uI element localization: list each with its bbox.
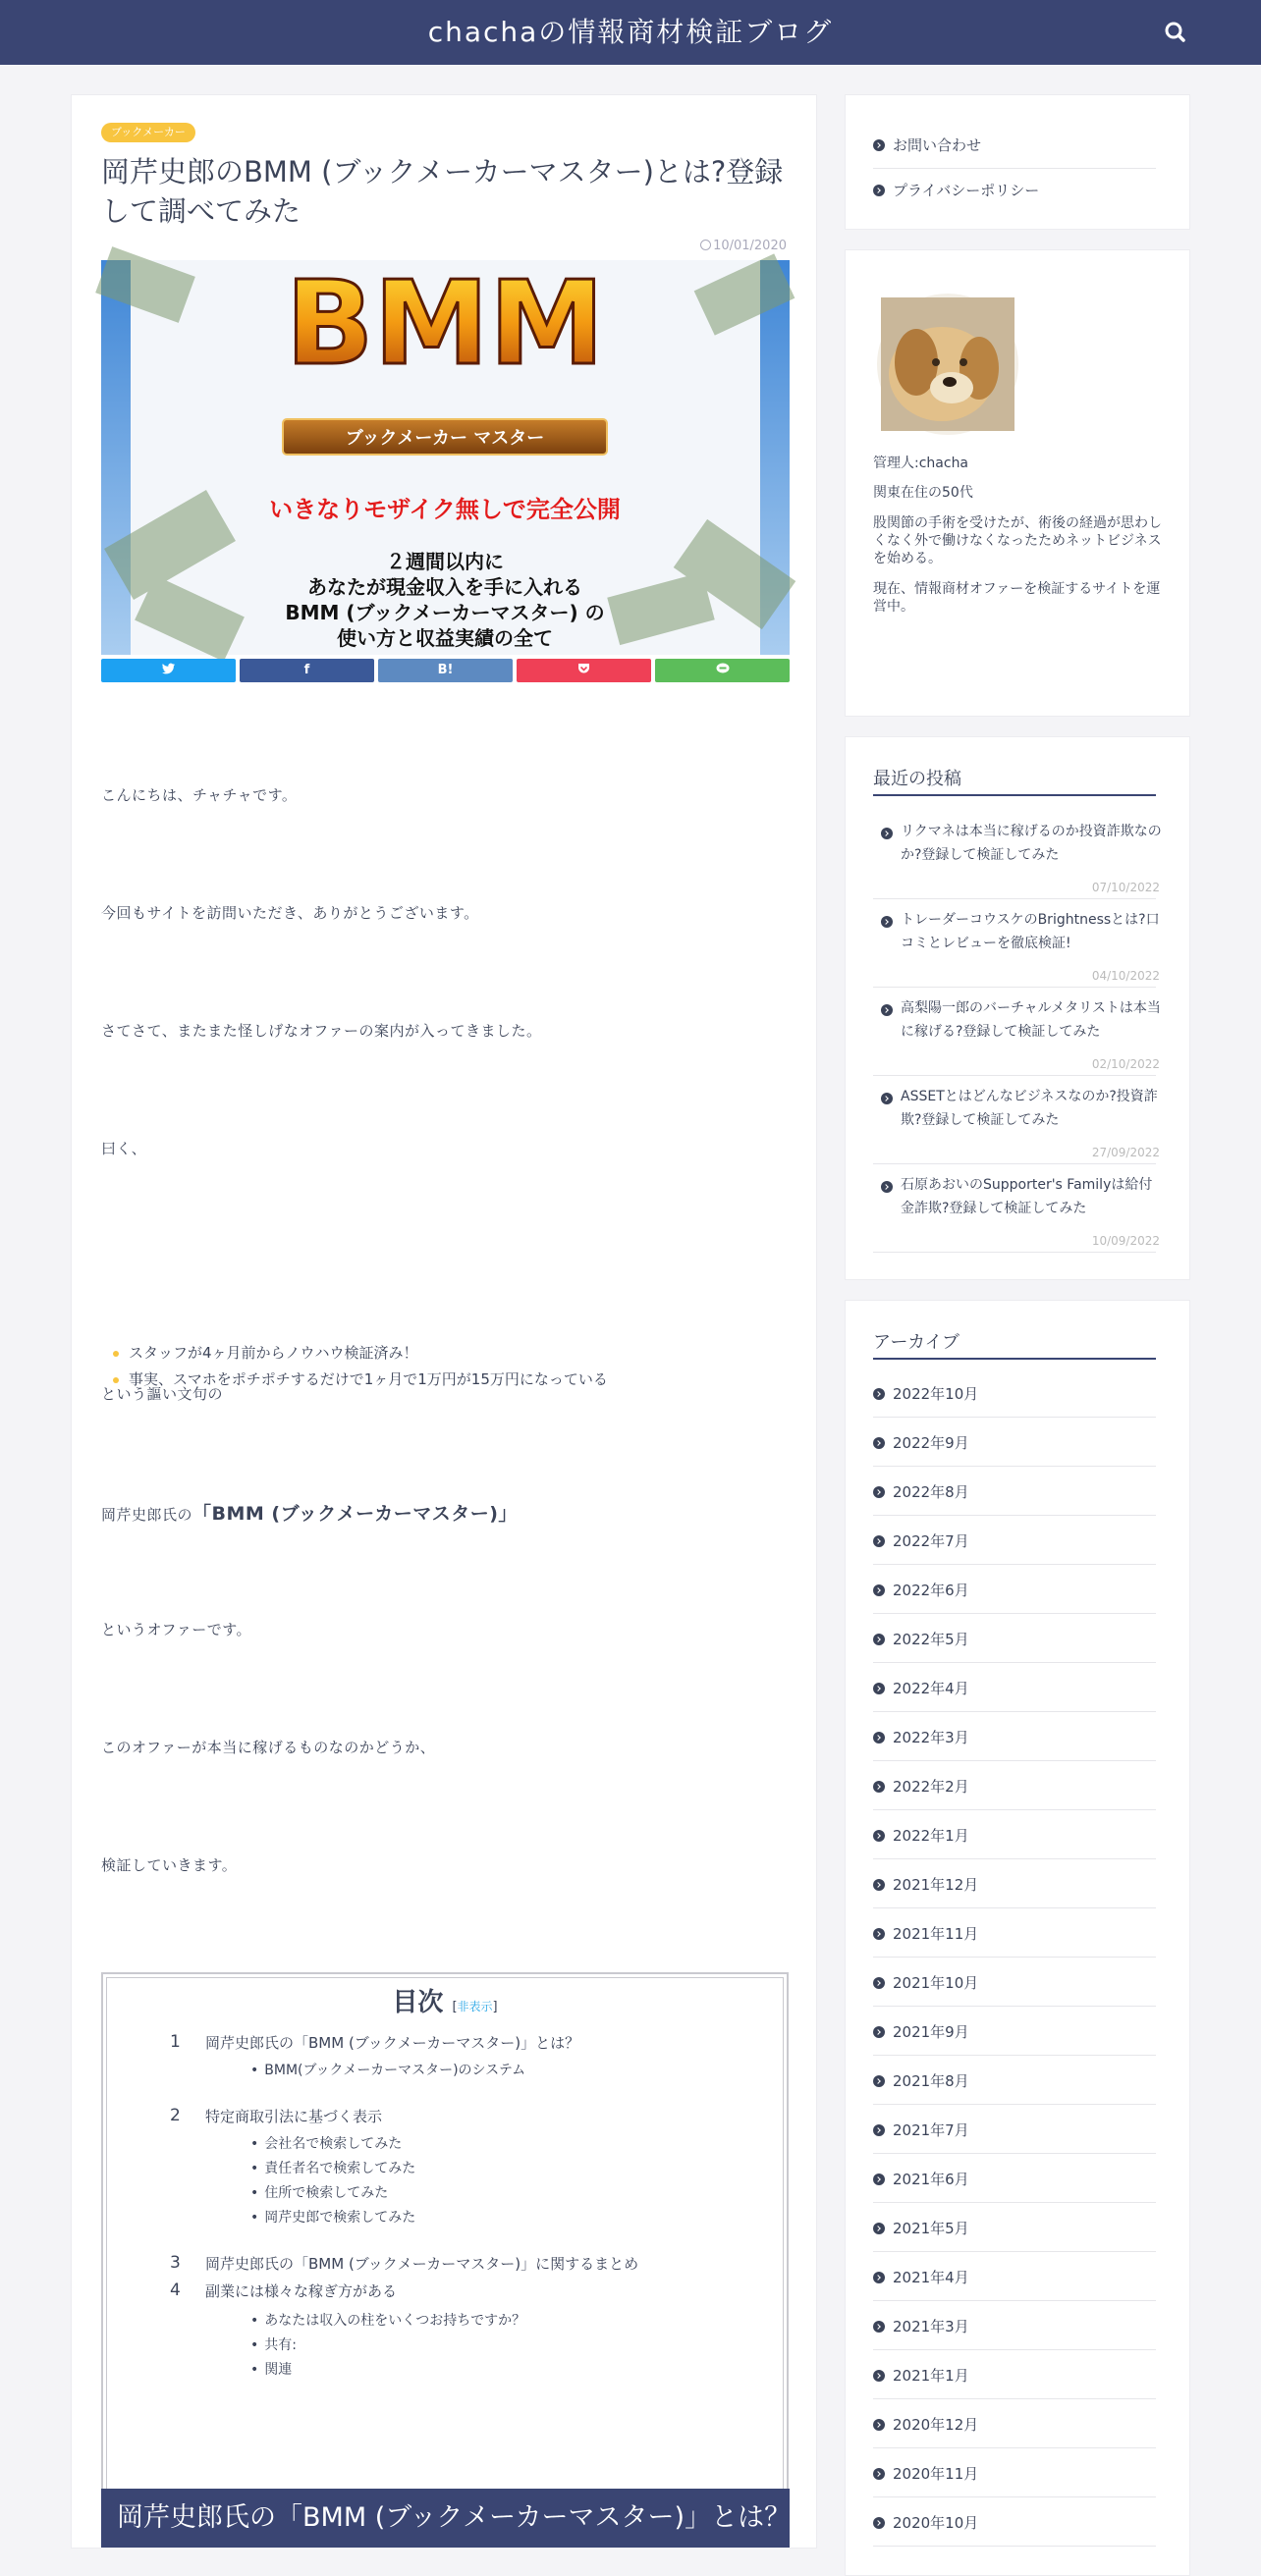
sidebar-link-contact[interactable] xyxy=(873,134,981,155)
paragraph-verify: 検証していきます。 xyxy=(101,1856,238,1874)
search-icon[interactable] xyxy=(1159,16,1192,49)
chevron-right-icon xyxy=(873,2468,885,2480)
divider xyxy=(873,1466,1156,1467)
paragraph-thanks: 今回もサイトを訪問いただき、ありがとうございます。 xyxy=(101,904,479,922)
archive-link-label: 2022年3月 xyxy=(893,1729,969,1746)
toc-subitem[interactable]: • BMM(ブックメーカーマスター)のシステム xyxy=(250,2060,525,2079)
divider xyxy=(873,1564,1156,1565)
toc-item[interactable]: 岡芹史郎氏の「BMM (ブックメーカーマスター)」に関するまとめ xyxy=(205,2255,639,2273)
chevron-right-icon xyxy=(881,1181,893,1193)
divider xyxy=(873,1809,1156,1810)
chevron-right-icon xyxy=(873,2223,885,2234)
divider xyxy=(873,1662,1156,1663)
chevron-right-icon xyxy=(873,1437,885,1449)
divider xyxy=(873,168,1156,169)
divider xyxy=(873,1075,1156,1076)
archive-link-label: 2022年4月 xyxy=(893,1680,969,1697)
toc-bracket-close: ] xyxy=(492,2000,498,2014)
archive-link[interactable] xyxy=(873,2120,969,2140)
archive-link[interactable] xyxy=(873,1629,969,1649)
list-item: 事実、スマホをポチポチするだけで1ヶ月で1万円が15万円になっている xyxy=(101,1367,608,1393)
pocket-icon xyxy=(577,663,590,674)
toc-bracket-open: [ xyxy=(452,2000,458,2014)
archive-link-label: 2021年6月 xyxy=(893,2171,969,2188)
line-icon xyxy=(716,663,730,674)
recent-posts-title: 最近の投稿 xyxy=(873,765,1156,796)
divider xyxy=(873,2398,1156,2399)
eyecatch-line3: BMM (ブックメーカーマスター) の xyxy=(285,601,605,624)
divider xyxy=(873,987,1156,988)
archive-link-label: 2021年11月 xyxy=(893,1925,979,1943)
recent-post-date: 07/10/2022 xyxy=(1091,881,1160,894)
archive-link[interactable] xyxy=(873,2316,969,2336)
eyecatch-banner: ブックメーカー マスター xyxy=(345,428,545,449)
chevron-right-icon xyxy=(873,1977,885,1989)
archive-link-label: 2020年10月 xyxy=(893,2514,979,2532)
profile-line2: 股関節の手術を受けたが、術後の経過が思わしくなく外で働けなくなったためネットビジネスを始める。 xyxy=(873,515,1162,566)
toc-subitem[interactable]: • 岡芹史郎で検索してみた xyxy=(250,2207,415,2227)
avatar xyxy=(877,294,1018,435)
archive-link-label: 2022年5月 xyxy=(893,1631,969,1648)
chevron-right-icon xyxy=(873,139,885,151)
chevron-right-icon xyxy=(881,916,893,928)
chevron-right-icon xyxy=(873,1830,885,1842)
profile-name: 管理人:chacha xyxy=(873,456,969,471)
chevron-right-icon xyxy=(873,2075,885,2087)
archive-widget xyxy=(845,1300,1190,2576)
toc-title-text: 目次 xyxy=(392,1988,444,2017)
divider xyxy=(873,2546,1156,2547)
chevron-right-icon xyxy=(873,2026,885,2038)
archive-link[interactable] xyxy=(873,2267,969,2287)
archive-link[interactable] xyxy=(873,1825,969,1846)
divider xyxy=(873,898,1156,899)
post-date xyxy=(700,239,787,253)
facebook-icon: f xyxy=(303,663,310,677)
divider xyxy=(873,1613,1156,1614)
chevron-right-icon xyxy=(873,1879,885,1891)
toc-subitem[interactable]: • 責任者名で検索してみた xyxy=(250,2158,415,2177)
section-heading: 岡芹史郎氏の「BMM (ブックメーカーマスター)」とは？ xyxy=(101,2489,790,2548)
chevron-right-icon xyxy=(873,2272,885,2283)
divider xyxy=(873,2006,1156,2007)
archive-link[interactable] xyxy=(873,2218,969,2238)
clock-icon xyxy=(700,240,711,250)
paragraph-question: このオファーが本当に稼げるものなのかどうか、 xyxy=(101,1739,436,1756)
divider xyxy=(873,1515,1156,1516)
twitter-icon xyxy=(162,663,176,674)
share-hatena-button[interactable] xyxy=(378,659,513,682)
divider xyxy=(873,2104,1156,2105)
archive-title: アーカイブ xyxy=(873,1328,1156,1360)
sidebar-link-label: プライバシーポリシー xyxy=(893,182,1040,199)
divider xyxy=(873,2202,1156,2203)
toc-item[interactable]: 特定商取引法に基づく表示 xyxy=(205,2108,383,2125)
archive-link-label: 2021年12月 xyxy=(893,1876,979,1894)
chevron-right-icon xyxy=(873,1486,885,1498)
archive-link-label: 2022年2月 xyxy=(893,1778,969,1796)
chevron-right-icon xyxy=(881,828,893,839)
archive-link[interactable] xyxy=(873,1776,969,1797)
toc-hide-link[interactable]: 非表示 xyxy=(457,2000,493,2013)
chevron-right-icon xyxy=(873,1732,885,1744)
archive-link[interactable] xyxy=(873,1481,969,1502)
share-pocket-button[interactable] xyxy=(517,659,651,682)
recent-post-date: 02/10/2022 xyxy=(1091,1057,1160,1071)
recent-post-link[interactable]: 高梨陽一郎のバーチャルメタリストは本当に稼げる?登録して検証してみた xyxy=(901,1000,1161,1040)
eyecatch-image xyxy=(101,255,790,655)
archive-link-label: 2022年8月 xyxy=(893,1483,969,1501)
toc-subitem[interactable]: • 共有: xyxy=(250,2334,297,2354)
divider xyxy=(873,1760,1156,1761)
share-facebook-button[interactable] xyxy=(240,659,374,682)
toc-item[interactable]: 岡芹史郎氏の「BMM (ブックメーカーマスター)」とは？ xyxy=(205,2034,580,2052)
paragraph-offer-intro: さてさて、またまた怪しげなオファーの案内が入ってきました。 xyxy=(101,1022,542,1040)
divider xyxy=(873,1858,1156,1859)
recent-post-date: 10/09/2022 xyxy=(1091,1234,1160,1248)
archive-link-label: 2021年7月 xyxy=(893,2121,969,2139)
paragraph-slogan: という謳い文句の xyxy=(101,1385,224,1403)
chevron-right-icon xyxy=(873,1928,885,1940)
product-prefix: 岡芹史郎氏の xyxy=(101,1506,193,1524)
chevron-right-icon xyxy=(873,2517,885,2529)
archive-link-label: 2021年5月 xyxy=(893,2220,969,2237)
archive-link-label: 2021年4月 xyxy=(893,2269,969,2286)
toc-toggle xyxy=(452,2000,497,2014)
archive-link-label: 2021年3月 xyxy=(893,2318,969,2335)
chevron-right-icon xyxy=(873,1584,885,1596)
archive-link[interactable] xyxy=(873,1383,978,1404)
divider xyxy=(873,2055,1156,2056)
eyecatch-line1: ２週間以内に xyxy=(386,550,504,573)
archive-link-label: 2021年8月 xyxy=(893,2072,969,2090)
post-date-text: 10/01/2020 xyxy=(713,239,787,253)
recent-posts-widget xyxy=(845,736,1190,1280)
archive-link[interactable] xyxy=(873,1580,969,1600)
archive-link[interactable] xyxy=(873,1432,969,1453)
divider xyxy=(873,2349,1156,2350)
archive-link-label: 2022年1月 xyxy=(893,1827,969,1845)
site-header xyxy=(0,0,1261,65)
divider xyxy=(873,2251,1156,2252)
profile-widget xyxy=(845,249,1190,717)
toc-number: 2 xyxy=(170,2106,181,2125)
chevron-right-icon xyxy=(873,2321,885,2333)
paragraph-product xyxy=(101,1499,518,1526)
chevron-right-icon xyxy=(873,2174,885,2185)
divider xyxy=(873,1907,1156,1908)
archive-link-label: 2020年11月 xyxy=(893,2465,979,2483)
archive-link-label: 2021年9月 xyxy=(893,2023,969,2041)
profile-line1: 関東在住の50代 xyxy=(873,485,973,501)
divider xyxy=(873,1163,1156,1164)
archive-link-label: 2022年6月 xyxy=(893,1582,969,1599)
recent-post-link[interactable]: トレーダーコウスケのBrightnessとは?口コミとレビューを徹底検証! xyxy=(901,912,1160,951)
share-twitter-button[interactable] xyxy=(101,659,236,682)
archive-link[interactable] xyxy=(873,2021,969,2042)
divider xyxy=(873,2447,1156,2448)
list-item: スタッフが4ヶ月前からノウハウ検証済み！ xyxy=(101,1340,608,1367)
divider xyxy=(873,1252,1156,1253)
archive-link-label: 2020年12月 xyxy=(893,2416,979,2434)
divider xyxy=(873,2496,1156,2497)
archive-link[interactable] xyxy=(873,2414,978,2435)
recent-post-link[interactable]: リクマネは本当に稼げるのか投資詐欺なのか?登録して検証してみた xyxy=(901,824,1162,863)
eyecatch-headline: いきなりモザイク無しで完全公開 xyxy=(269,496,621,523)
site-title[interactable]: chachaの情報商材検証ブログ xyxy=(427,16,834,48)
archive-link-label: 2021年1月 xyxy=(893,2367,969,2385)
archive-link[interactable] xyxy=(873,2365,969,2386)
archive-link[interactable] xyxy=(873,2463,978,2484)
toc-subitem[interactable]: • あなたは収入の柱をいくつお持ちですか？ xyxy=(250,2310,525,2330)
archive-link[interactable] xyxy=(873,1727,969,1747)
share-buttons xyxy=(101,659,790,682)
eyecatch-line2: あなたが現金収入を手に入れる xyxy=(307,575,582,599)
paragraph-greeting: こんにちは、チャチャです。 xyxy=(101,786,298,804)
archive-link[interactable] xyxy=(873,1972,978,1993)
profile-line3: 現在、情報商材オファーを検証するサイトを運営中。 xyxy=(873,581,1161,615)
post-title: 岡芹史郎のBMM (ブックメーカーマスター)とは?登録して調べてみた xyxy=(101,155,784,228)
chevron-right-icon xyxy=(873,2419,885,2431)
paragraph-quote-lead: 曰く、 xyxy=(101,1140,147,1157)
archive-link-label: 2022年10月 xyxy=(893,1385,979,1403)
divider xyxy=(873,1957,1156,1958)
chevron-right-icon xyxy=(873,1535,885,1547)
archive-link[interactable] xyxy=(873,2070,969,2091)
archive-link[interactable] xyxy=(873,1874,978,1895)
recent-post-date: 27/09/2022 xyxy=(1091,1146,1160,1159)
archive-link[interactable] xyxy=(873,2512,978,2533)
sidebar-link-label: お問い合わせ xyxy=(893,136,982,154)
archive-link-label: 2021年10月 xyxy=(893,1974,979,1992)
share-line-button[interactable] xyxy=(655,659,790,682)
toc-item[interactable]: 副業には様々な稼ぎ方がある xyxy=(205,2282,398,2300)
divider xyxy=(873,2153,1156,2154)
chevron-right-icon xyxy=(881,1093,893,1104)
recent-post-link[interactable]: ASSETとはどんなビジネスなのか?投資詐欺?登録して検証してみた xyxy=(901,1089,1158,1128)
archive-link[interactable] xyxy=(873,2169,969,2189)
eyecatch-logo: BMM xyxy=(285,255,605,391)
eyecatch-line4: 使い方と収益実績の全て xyxy=(337,626,553,650)
archive-link-label: 2022年7月 xyxy=(893,1532,969,1550)
product-name: 「BMM (ブックメーカーマスター)」 xyxy=(192,1503,518,1525)
toc-number: 4 xyxy=(170,2281,181,2300)
archive-link[interactable] xyxy=(873,1678,969,1698)
chevron-right-icon xyxy=(873,2124,885,2136)
recent-post-date: 04/10/2022 xyxy=(1091,969,1160,983)
divider xyxy=(873,2300,1156,2301)
chevron-right-icon xyxy=(873,1683,885,1694)
sidebar-link-privacy[interactable] xyxy=(873,180,1039,200)
archive-link[interactable] xyxy=(873,1530,969,1551)
archive-link-label: 2022年9月 xyxy=(893,1434,969,1452)
divider xyxy=(873,1417,1156,1418)
chevron-right-icon xyxy=(881,1004,893,1016)
toc-subitem[interactable]: • 会社名で検索してみた xyxy=(250,2133,402,2153)
category-badge[interactable]: ブックメーカー xyxy=(101,123,195,142)
toc-number: 1 xyxy=(170,2032,181,2052)
hatena-icon: B! xyxy=(437,663,454,677)
chevron-right-icon xyxy=(873,1634,885,1645)
recent-post-link[interactable]: 石原あおいのSupporter's Familyは給付金詐欺?登録して検証してみた xyxy=(901,1177,1153,1216)
article-card xyxy=(71,94,817,2549)
chevron-right-icon xyxy=(873,1781,885,1793)
chevron-right-icon xyxy=(873,1388,885,1400)
toc-title xyxy=(103,1982,787,2018)
toc-number: 3 xyxy=(170,2253,181,2273)
sidebar-links-widget xyxy=(845,94,1190,230)
chevron-right-icon xyxy=(873,2370,885,2382)
toc-subitem[interactable]: • 関連 xyxy=(250,2359,292,2379)
chevron-right-icon xyxy=(873,185,885,196)
table-of-contents xyxy=(101,1972,789,2546)
divider xyxy=(873,1711,1156,1712)
paragraph-offer: というオファーです。 xyxy=(101,1621,252,1638)
toc-subitem[interactable]: • 住所で検索してみた xyxy=(250,2182,388,2202)
archive-link[interactable] xyxy=(873,1923,978,1944)
